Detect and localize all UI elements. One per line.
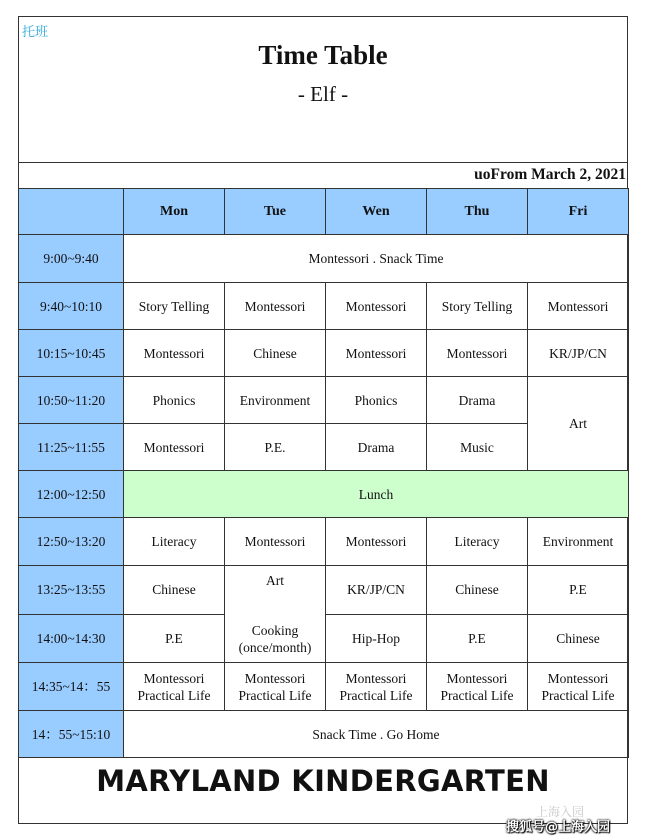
time-cell: 9:40~10:10	[19, 283, 124, 330]
activity-cell: P.E	[427, 614, 528, 663]
table-row	[19, 283, 629, 330]
activity-cell: Chinese	[427, 566, 528, 615]
activity-cell: Snack Time . Go Home	[124, 711, 629, 758]
activity-cell: Environment	[528, 518, 629, 566]
activity-cell: Drama	[427, 377, 528, 424]
cell-line-2: Practical Life	[137, 687, 211, 703]
time-cell: 13:25~13:55	[19, 566, 124, 615]
table-row	[19, 711, 629, 758]
corner-label: 托班	[22, 25, 49, 40]
activity-cell: Montessori	[225, 518, 326, 566]
watermark-logo-text: 上海入园	[536, 805, 585, 819]
day-header: Mon	[124, 189, 225, 235]
timetable	[18, 188, 629, 758]
activity-cell	[225, 663, 326, 711]
page-title: Time Table	[258, 40, 388, 70]
activity-cell: Chinese	[225, 330, 326, 377]
table-row	[19, 518, 629, 566]
cell-line-1: Montessori	[446, 670, 508, 686]
table-row	[19, 330, 629, 377]
time-cell: 10:50~11:20	[19, 377, 124, 424]
activity-cell: Montessori	[427, 330, 528, 377]
header-row	[19, 189, 629, 235]
cooking-line-1: Cooking	[251, 623, 299, 638]
activity-cell-art: Art	[528, 377, 629, 471]
time-cell: 11:25~11:55	[19, 424, 124, 471]
time-cell: 12:00~12:50	[19, 471, 124, 518]
page-subtitle: - Elf -	[297, 82, 349, 106]
watermark-text: 搜狐号@上海入园	[506, 820, 611, 835]
table-row	[19, 663, 629, 711]
cell-line-2: Practical Life	[339, 687, 413, 703]
table-row	[19, 377, 629, 424]
activity-cell	[528, 663, 629, 711]
cell-line-2: Practical Life	[541, 687, 615, 703]
activity-cell: KR/JP/CN	[528, 330, 629, 377]
cell-line-1: Montessori	[244, 670, 306, 686]
cell-line-1: Montessori	[143, 670, 205, 686]
activity-cell: Montessori . Snack Time	[124, 235, 629, 283]
activity-cell: Phonics	[124, 377, 225, 424]
time-cell: 14:00~14:30	[19, 614, 124, 663]
time-cell: 14:35~14：55	[19, 663, 124, 711]
activity-cell: P.E	[124, 614, 225, 663]
lunch-cell: Lunch	[124, 471, 629, 518]
activity-cell: Drama	[326, 424, 427, 471]
activity-cell: Montessori	[326, 518, 427, 566]
activity-cell: Montessori	[124, 424, 225, 471]
activity-cell: Literacy	[124, 518, 225, 566]
activity-cell: Literacy	[427, 518, 528, 566]
activity-cell: Chinese	[528, 614, 629, 663]
table-row	[19, 235, 629, 283]
time-cell: 12:50~13:20	[19, 518, 124, 566]
activity-cell: Chinese	[124, 566, 225, 615]
time-cell: 14：55~15:10	[19, 711, 124, 758]
activity-cell	[326, 663, 427, 711]
activity-cell-art-cooking	[225, 566, 326, 663]
cell-line-2: Practical Life	[440, 687, 514, 703]
table-row	[19, 566, 629, 615]
activity-cell: Story Telling	[427, 283, 528, 330]
corner-cell	[19, 189, 124, 235]
activity-cell: Hip-Hop	[326, 614, 427, 663]
cell-line-1: Montessori	[547, 670, 609, 686]
cell-line-1: Montessori	[345, 670, 407, 686]
activity-cell: Montessori	[528, 283, 629, 330]
activity-cell: Montessori	[225, 283, 326, 330]
cooking-label	[227, 622, 323, 656]
cooking-line-2: (once/month)	[238, 640, 312, 655]
activity-cell: Music	[427, 424, 528, 471]
activity-cell: Montessori	[326, 283, 427, 330]
table-row	[19, 471, 629, 518]
activity-cell: KR/JP/CN	[326, 566, 427, 615]
divider	[18, 162, 628, 163]
time-cell: 9:00~9:40	[19, 235, 124, 283]
activity-cell: Montessori	[326, 330, 427, 377]
art-label: Art	[266, 573, 284, 588]
day-header: Thu	[427, 189, 528, 235]
day-header: Fri	[528, 189, 629, 235]
activity-cell	[124, 663, 225, 711]
cell-line-2: Practical Life	[238, 687, 312, 703]
day-header: Wen	[326, 189, 427, 235]
activity-cell: Story Telling	[124, 283, 225, 330]
activity-cell: P.E	[528, 566, 629, 615]
date-line: uoFrom March 2, 2021	[474, 166, 626, 183]
activity-cell: Environment	[225, 377, 326, 424]
school-name: MARYLAND KINDERGARTEN	[96, 764, 550, 798]
activity-cell: Phonics	[326, 377, 427, 424]
time-cell: 10:15~10:45	[19, 330, 124, 377]
day-header: Tue	[225, 189, 326, 235]
activity-cell: Montessori	[124, 330, 225, 377]
activity-cell	[427, 663, 528, 711]
activity-cell: P.E.	[225, 424, 326, 471]
